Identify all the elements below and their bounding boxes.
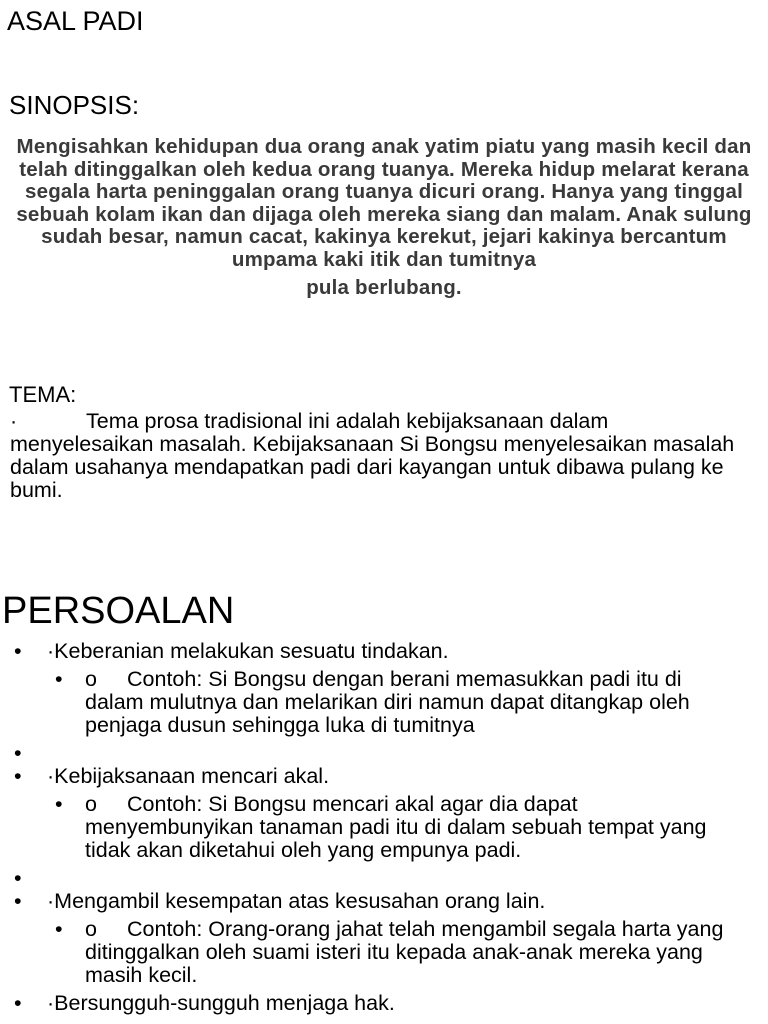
issue-text: ·Bersungguh-sungguh menjaga hak. [47,991,395,1015]
bullet-icon: • [55,667,63,691]
list-item [0,890,768,987]
tema-heading: TEMA: [9,382,77,407]
sub-marker: o [85,667,97,691]
tema-bullet: · [10,409,18,433]
example-text: Contoh: Orang-orang jahat telah mengambil segala harta yang ditinggalkan oleh suami isteri itu kepada anak-anak mereka yang masih kecil. [85,917,724,987]
bullet-icon: • [14,866,22,890]
bullet-icon: • [14,889,22,913]
example-text: Contoh: Si Bongsu dengan berani memasukkan padi itu di dalam mulutnya dan melarikan diri namun dapat ditangkap oleh penjaga dusun sehingga luka di tumitnya [85,667,690,737]
list-item [0,765,768,862]
empty-list-item [0,867,768,890]
persoalan-heading: PERSOALAN [2,590,235,632]
issue-text: ·Kebijaksanaan mencari akal. [47,764,330,788]
sub-marker: o [85,917,97,941]
bullet-icon: • [14,764,22,788]
persoalan-list [0,640,768,1020]
sub-marker: o [85,792,97,816]
sinopsis-text-end: pula berlubang. [306,276,462,299]
bullet-icon: • [14,639,22,663]
sinopsis-heading: SINOPSIS: [9,90,140,120]
issue-text: ·Mengambil kesempatan atas kesusahan orang lain. [47,889,546,913]
bullet-icon: • [55,917,63,941]
sinopsis-text: Mengisahkan kehidupan dua orang anak yatim piatu yang masih kecil dan telah ditinggalkan oleh kedua orang tuanya. Mereka hidup melarat kerana segala harta peninggalan orang tuanya dicuri orang. Hanya yang tinggal sebuah kolam ikan dan dijaga oleh mereka siang dan malam. Anak sulung sudah besar, namun cacat, kakinya kerekut, jejari kakinya bercantum umpama kaki itik dan tumitnya [16,135,752,271]
list-item [0,640,768,737]
example-text: Contoh: Si Bongsu mencari akal agar dia dapat menyembunyikan tanaman padi itu di dalam sebuah tempat yang tidak akan diketahui oleh yang empunya padi. [85,792,707,862]
empty-list-item [0,742,768,765]
page-title: ASAL PADI [7,6,144,36]
bullet-icon: • [55,792,63,816]
sinopsis-body [8,136,760,300]
tema-text: Tema prosa tradisional ini adalah kebijaksanaan dalam menyelesaikan masalah. Kebijaksanaan Si Bongsu menyelesaikan masalah dalam usahanya mendapatkan padi dari kayangan untuk dibawa pulang ke bumi. [10,409,735,502]
bullet-icon: • [14,741,22,765]
issue-text: ·Keberanian melakukan sesuatu tindakan. [47,639,449,663]
bullet-icon: • [14,991,22,1015]
tema-body [10,410,750,502]
list-item [0,992,768,1015]
